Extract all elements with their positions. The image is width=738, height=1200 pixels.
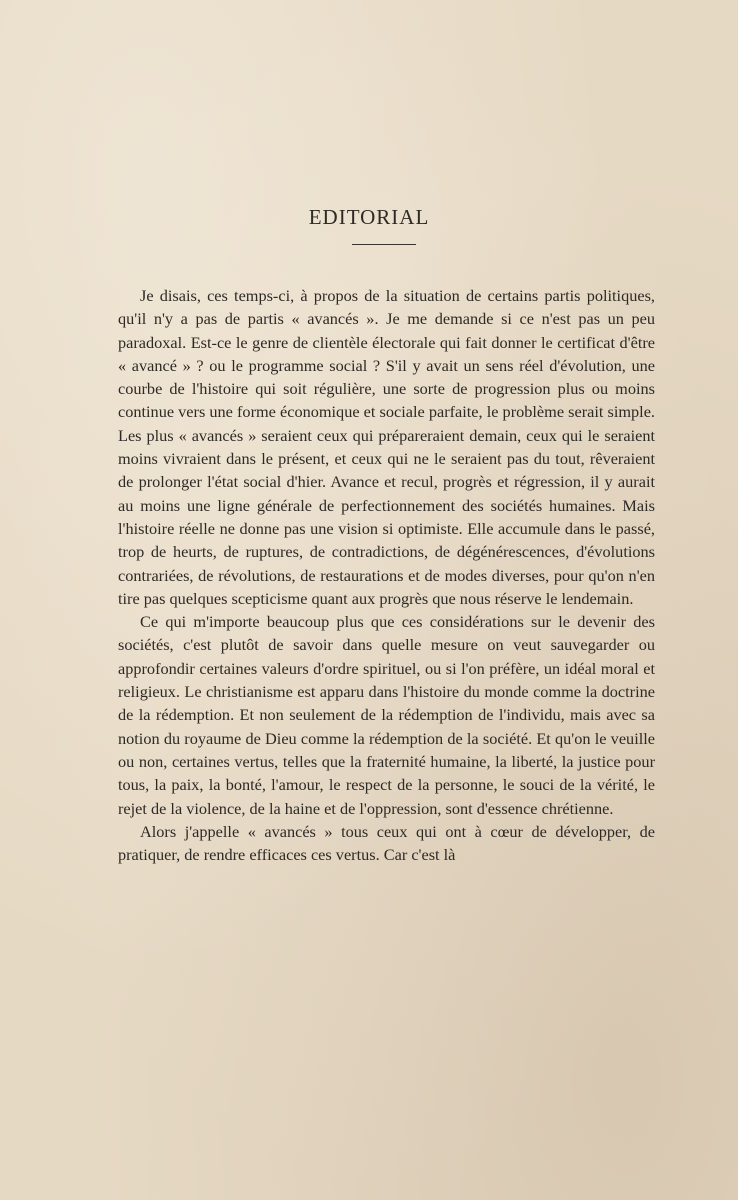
paragraph-2: Ce qui m'importe beaucoup plus que ces considérations sur le devenir des sociétés, c'est plutôt de savoir dans quelle mesure on veut sauvegarder ou approfondir certaines valeurs d'ordre spirituel, ou si l'on préfère, un idéal moral et religieux. Le christianisme est apparu dans l'histoire du monde comme la doctrine de la rédemption. Et non seulement de la rédemption de l'individu, mais avec sa notion du royaume de Dieu comme la rédemption de la société. Et qu'on le veuille ou non, certaines vertus, telles que la fraternité humaine, la liberté, la justice pour tous, la paix, la bonté, l'amour, le respect de la personne, le souci de la vérité, le rejet de la violence, de la haine et de l'oppression, sont d'essence chrétienne. xyxy=(118,612,655,818)
article-body xyxy=(118,284,655,866)
paragraph-3: Alors j'appelle « avancés » tous ceux qui ont à cœur de développer, de pratiquer, de rendre efficaces ces vertus. Car c'est là xyxy=(118,821,655,865)
title-rule xyxy=(352,244,416,245)
paragraph-1: Je disais, ces temps-ci, à propos de la situation de certains partis politiques, qu'il n'y a pas de partis « avancés ». Je me demande si ce n'est pas un peu paradoxal. Est-ce le genre de clientèle électorale qui fait donner le certificat d'être « avancé » ? ou le programme social ? S'il y avait un sens réel d'évolution, une courbe de l'histoire qui soit régulière, une sorte de progression plus ou moins continue vers une forme économique et sociale parfaite, le problème serait simple. Les plus « avancés » seraient ceux qui prépareraient demain, ceux qui le seraient moins vivraient dans le présent, et ceux qui ne le seraient pas du tout, rêveraient de prolonger l'état social d'hier. Avance et recul, progrès et régression, il y aurait au moins une ligne générale de perfectionnement des sociétés humaines. Mais l'histoire réelle ne donne pas une vision si optimiste. Elle accumule dans le passé, trop de heurts, de ruptures, de contradictions, de dégénérescences, d'évolutions contrariées, de révolutions, de restaurations et de modes diverses, pour qu'on n'en tire pas quelques scepticisme quant aux progrès que nous réserve le lendemain. xyxy=(118,286,655,608)
page-title: EDITORIAL xyxy=(308,205,430,229)
